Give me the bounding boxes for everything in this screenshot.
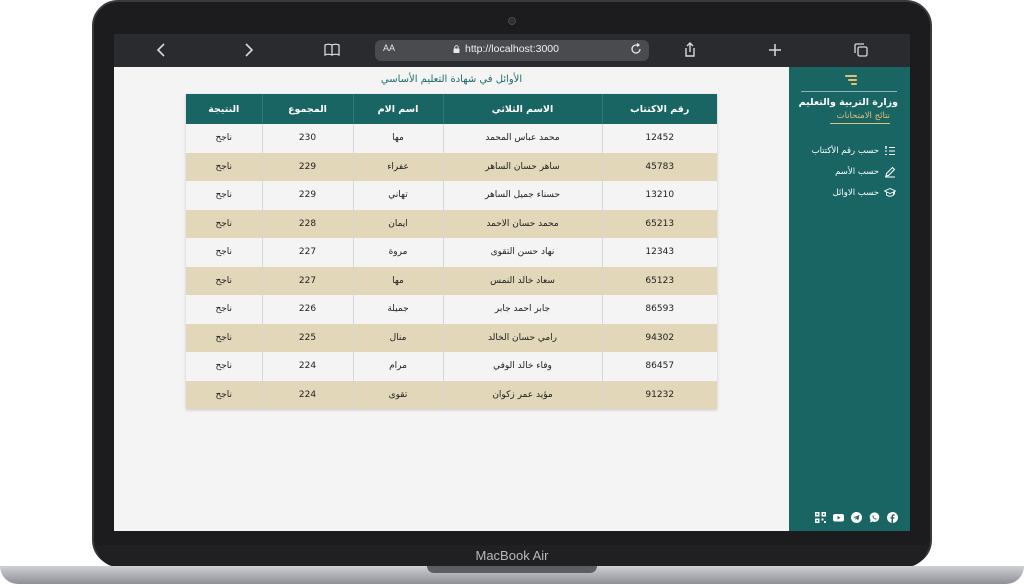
screen — [114, 34, 910, 531]
nav-item-by-name[interactable] — [835, 165, 896, 179]
address-bar[interactable] — [375, 40, 649, 61]
cell-result: ناجح — [186, 210, 262, 239]
cell-mother-name: تقوى — [353, 381, 443, 410]
cell-mother-name: منال — [353, 324, 443, 353]
cell-result: ناجح — [186, 181, 262, 210]
cell-mother-name: ايمان — [353, 210, 443, 239]
cell-total: 227 — [262, 267, 353, 296]
cell-full-name: محمد حسان الاحمد — [443, 210, 602, 239]
cell-total: 229 — [262, 181, 353, 210]
cell-full-name: سعاد خالد النمس — [443, 267, 602, 296]
cell-subscription-number: 94302 — [602, 324, 717, 353]
table-row — [186, 124, 717, 153]
column-header-full-name: الاسم الثلاثي — [443, 94, 602, 124]
results-table — [186, 94, 717, 409]
table-row — [186, 267, 717, 296]
browser-toolbar — [114, 34, 910, 67]
cell-result: ناجح — [186, 153, 262, 182]
cell-total: 225 — [262, 324, 353, 353]
cell-full-name: حسناء جميل الساهر — [443, 181, 602, 210]
nav-item-by-subscription-number[interactable] — [812, 144, 896, 158]
graduation-cap-icon — [884, 187, 896, 199]
cell-mother-name: جميلة — [353, 295, 443, 324]
table-header-row — [186, 94, 717, 124]
cell-total: 227 — [262, 238, 353, 267]
cell-result: ناجح — [186, 124, 262, 153]
camera — [508, 17, 516, 25]
cell-subscription-number: 12452 — [602, 124, 717, 153]
youtube-icon[interactable] — [833, 508, 844, 519]
main-area — [114, 67, 789, 531]
table-row — [186, 381, 717, 410]
cell-full-name: رامي حسان الخالد — [443, 324, 602, 353]
cell-subscription-number: 86457 — [602, 352, 717, 381]
cell-subscription-number: 65213 — [602, 210, 717, 239]
ministry-name: وزارة التربية والتعليم — [798, 97, 898, 108]
cell-total: 230 — [262, 124, 353, 153]
cell-subscription-number: 45783 — [602, 153, 717, 182]
back-icon[interactable] — [152, 40, 172, 60]
nav-item-label: حسب الاوائل — [832, 188, 879, 198]
laptop-notch — [427, 566, 597, 573]
web-page — [114, 67, 910, 531]
table-row — [186, 295, 717, 324]
menu-toggle-icon[interactable] — [843, 75, 857, 85]
table-row — [186, 324, 717, 353]
cell-subscription-number: 91232 — [602, 381, 717, 410]
tabs-icon[interactable] — [851, 40, 871, 60]
column-header-total: المجموع — [262, 94, 353, 124]
new-tab-icon[interactable] — [765, 40, 785, 60]
social-links — [815, 508, 898, 519]
page-title: الأوائل في شهادة التعليم الأساسي — [380, 74, 523, 85]
cell-result: ناجح — [186, 381, 262, 410]
reload-icon[interactable] — [629, 42, 643, 59]
site-subtitle: نتائج الامتحانات — [836, 111, 890, 121]
cell-full-name: جابر احمد جابر — [443, 295, 602, 324]
table-row — [186, 210, 717, 239]
cell-full-name: محمد عباس المحمد — [443, 124, 602, 153]
cell-full-name: وفاء خالد الوفي — [443, 352, 602, 381]
cell-mother-name: عفراء — [353, 153, 443, 182]
cell-result: ناجح — [186, 295, 262, 324]
text-size-button[interactable]: AA — [383, 43, 396, 53]
table-row — [186, 153, 717, 182]
list-numbered-icon — [884, 145, 896, 157]
subtitle-underline — [830, 123, 890, 124]
cell-result: ناجح — [186, 352, 262, 381]
bookmarks-icon[interactable] — [322, 40, 342, 60]
cell-result: ناجح — [186, 267, 262, 296]
cell-mother-name: مروة — [353, 238, 443, 267]
cell-full-name: مؤيد عمر زكوان — [443, 381, 602, 410]
nav-item-by-top-students[interactable] — [833, 186, 896, 200]
laptop-brand-label: MacBook Air — [96, 545, 928, 567]
pencil-icon — [884, 166, 896, 178]
cell-result: ناجح — [186, 324, 262, 353]
cell-total: 228 — [262, 210, 353, 239]
nav-item-label: حسب رقم الأكتتاب — [811, 146, 879, 156]
column-header-mother-name: اسم الام — [353, 94, 443, 124]
table-row — [186, 352, 717, 381]
cell-mother-name: مها — [353, 124, 443, 153]
cell-subscription-number: 65123 — [602, 267, 717, 296]
cell-mother-name: تهاني — [353, 181, 443, 210]
cell-mother-name: مها — [353, 267, 443, 296]
forward-icon[interactable] — [238, 40, 258, 60]
divider — [801, 91, 897, 92]
cell-total: 229 — [262, 153, 353, 182]
table-row — [186, 238, 717, 267]
telegram-icon[interactable] — [851, 508, 862, 519]
nav-item-label: حسب الأسم — [835, 167, 879, 177]
cell-mother-name: مرام — [353, 352, 443, 381]
lock-icon — [453, 45, 460, 53]
qrcode-icon[interactable] — [815, 508, 826, 519]
table-row — [186, 181, 717, 210]
column-header-subscription-number: رقم الاكتتاب — [602, 94, 717, 124]
cell-full-name: ساهر حسان الساهر — [443, 153, 602, 182]
cell-full-name: نهاد حسن التقوى — [443, 238, 602, 267]
url-text: http://localhost:3000 — [465, 43, 559, 55]
cell-total: 224 — [262, 381, 353, 410]
cell-total: 224 — [262, 352, 353, 381]
cell-subscription-number: 86593 — [602, 295, 717, 324]
cell-total: 226 — [262, 295, 353, 324]
share-icon[interactable] — [680, 40, 700, 60]
facebook-icon[interactable] — [887, 508, 898, 519]
cell-subscription-number: 13210 — [602, 181, 717, 210]
cell-subscription-number: 12343 — [602, 238, 717, 267]
sidebar — [789, 67, 910, 531]
whatsapp-icon[interactable] — [869, 508, 880, 519]
cell-result: ناجح — [186, 238, 262, 267]
column-header-result: النتيجة — [186, 94, 262, 124]
